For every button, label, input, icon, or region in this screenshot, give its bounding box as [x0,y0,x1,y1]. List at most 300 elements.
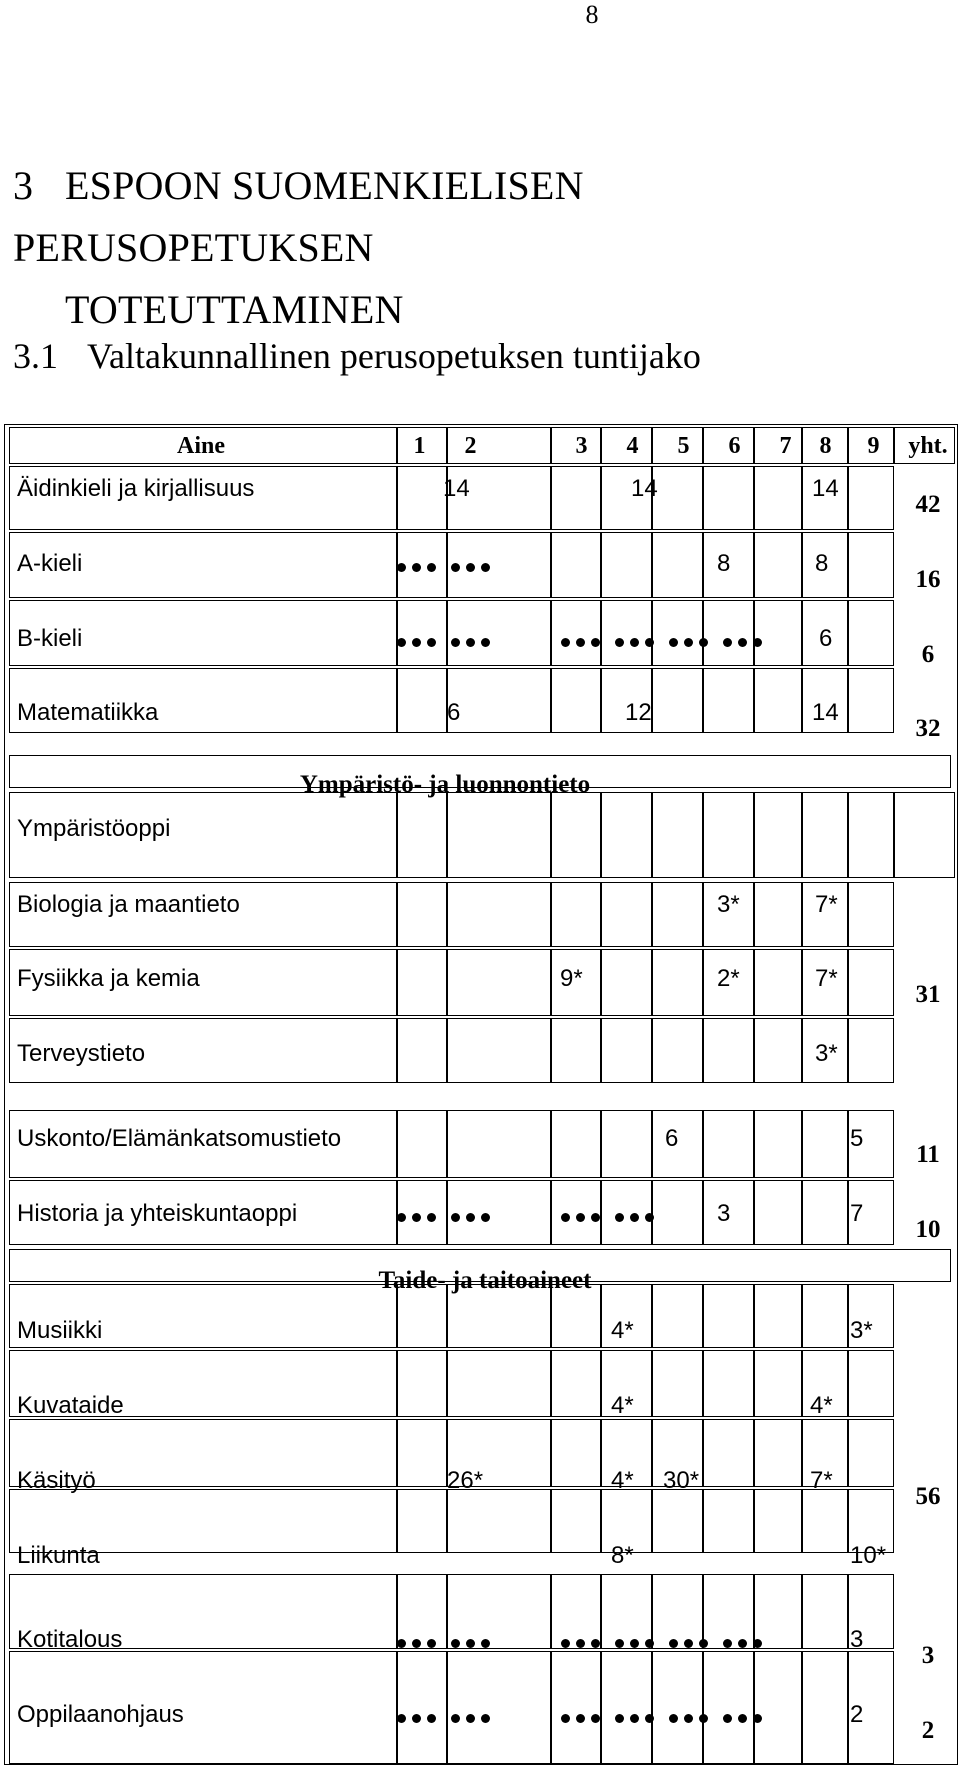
row-kotitalous-grades-7-9: 3 [850,1626,864,1653]
row-historia-grades-5-6: 3 [717,1200,731,1227]
table-cell [848,532,894,598]
table-cell [652,1651,703,1764]
header-grade-5: 5 [677,433,690,459]
bullet-dot [645,1213,654,1222]
table-cell [9,792,397,878]
table-cell [447,1110,551,1178]
table-cell [703,882,754,947]
table-cell [848,1419,894,1487]
table-cell [551,1110,601,1178]
table-cell [9,1489,397,1553]
table-cell [894,792,955,878]
row-kasityo-grades-5-6: 30* [663,1467,700,1494]
table-cell [802,949,848,1016]
bullet-dots-historia-4 [615,1213,657,1223]
chapter-number: 3 [13,163,34,208]
row-aidinkieli-grades-3-6: 14 [631,475,658,502]
table-cell [551,668,601,733]
table-cell [848,882,894,947]
bullet-dots-historia-1 [397,1213,439,1223]
table-cell [754,1284,802,1348]
chapter-heading [13,155,943,341]
bullet-dot [481,1213,490,1222]
table-cell [802,1419,848,1487]
table-cell [754,1489,802,1553]
table-cell [551,600,601,666]
bullet-dot [427,1714,436,1723]
table-cell [802,1284,848,1348]
header-total: yht. [908,433,948,459]
table-cell [652,1018,703,1083]
bullet-dots-bkieli-1 [397,638,439,648]
table-cell [601,1350,652,1417]
table-cell [397,949,447,1016]
row-aidinkieli-grades-1-2: 14 [443,475,470,502]
row-uskonto-label: Uskonto/Elämänkatsomustieto [17,1125,342,1152]
bullet-dot [684,1639,693,1648]
header-grade-7: 7 [779,433,792,459]
bullet-dot [738,1639,747,1648]
bullet-dot [481,1714,490,1723]
row-kasityo-grades-1-2: 26* [447,1467,484,1494]
row-fysiikka-grades-7-9: 7* [815,965,838,992]
bullet-dot [561,1714,570,1723]
table-cell [652,600,703,666]
table-cell [397,1419,447,1487]
header-grade-6: 6 [728,433,741,459]
row-fysiikka-label: Fysiikka ja kemia [17,965,200,992]
bullet-dots-oppilaanohjaus-4 [615,1714,657,1724]
table-cell [447,1489,551,1553]
section-number: 3.1 [13,336,58,376]
table-cell [848,1489,894,1553]
table-cell [802,1180,848,1245]
chapter-title-line2: TOTEUTTAMINEN [65,287,404,332]
bullet-dot [630,1213,639,1222]
table-cell [397,1489,447,1553]
table-cell [652,1110,703,1178]
table-cell [802,668,848,733]
bullet-dot [630,1639,639,1648]
header-subject: Aine [177,433,225,459]
table-cell [397,668,447,733]
row-kuvataide-label: Kuvataide [17,1392,124,1419]
bullet-dot [669,638,678,647]
bullet-dot [466,1714,475,1723]
table-cell [397,466,447,530]
table-cell [9,600,397,666]
bullet-dots-bkieli-5 [669,638,711,648]
row-historia-grades-7-9: 7 [850,1200,864,1227]
table-cell [9,882,397,947]
table-cell [703,668,754,733]
row-biologia-label: Biologia ja maantieto [17,891,240,918]
bullet-dot [645,638,654,647]
bullet-dot [669,1639,678,1648]
table-cell [802,1018,848,1083]
lesson-hours-table [4,424,958,1765]
row-liikunta-label: Liikunta [17,1542,100,1569]
table-cell [397,792,447,878]
row-matematiikka-grades-3-6: 12 [625,699,652,726]
bullet-dot [561,638,570,647]
bullet-dot [738,638,747,647]
table-cell [802,1350,848,1417]
table-cell [447,1419,551,1487]
table-cell [9,1284,397,1348]
table-cell [703,1651,754,1764]
table-cell [9,1651,397,1764]
bullet-dots-bkieli-4 [615,638,657,648]
bullet-dot [481,638,490,647]
table-cell [703,1489,754,1553]
row-aidinkieli-grades-7-9: 14 [812,475,839,502]
bullet-dot [753,638,762,647]
table-cell [703,1110,754,1178]
bullet-dot [412,1714,421,1723]
table-cell [703,792,754,878]
bullet-dots-historia-2 [451,1213,493,1223]
table-cell [848,1350,894,1417]
table-cell [551,882,601,947]
table-cell [703,1419,754,1487]
bullet-dot [427,1213,436,1222]
row-oppilaanohjaus-total: 2 [921,1717,935,1744]
table-cell [397,427,447,464]
bullet-dot [466,1639,475,1648]
bullet-dots-bkieli-2 [451,638,493,648]
arts-total: 56 [915,1483,941,1510]
row-terveystieto-grades-7-9: 3* [815,1040,838,1067]
bullet-dot [615,1213,624,1222]
table-cell [447,949,551,1016]
row-kotitalous-total: 3 [921,1642,935,1669]
table-cell [9,668,397,733]
bullet-dot [699,638,708,647]
table-cell [652,466,703,530]
row-uskonto-grades-6-9: 5 [850,1125,864,1152]
row-musiikki-label: Musiikki [17,1317,103,1344]
table-cell [848,427,894,464]
table-cell [601,1489,652,1553]
bullet-dots-kotitalous-3 [561,1639,603,1649]
table-cell [447,466,551,530]
table-cell [802,466,848,530]
bullet-dot [630,638,639,647]
table-cell [754,1350,802,1417]
bullet-dot [561,1213,570,1222]
row-biologia-grades-5-6: 3* [717,891,740,918]
table-cell [703,1574,754,1649]
table-cell [754,466,802,530]
bullet-dot [753,1639,762,1648]
row-bkieli-grades-7-9: 6 [819,625,833,652]
table-cell [9,949,397,1016]
table-cell [754,600,802,666]
table-cell [754,1574,802,1649]
table-cell [703,1350,754,1417]
table-cell [601,1110,652,1178]
bullet-dot [645,1714,654,1723]
table-cell [754,668,802,733]
bullet-dot [615,1714,624,1723]
bullet-dot [615,1639,624,1648]
bullet-dot [412,1639,421,1648]
table-cell [802,427,848,464]
table-cell [754,1018,802,1083]
header-grade-1: 1 [413,433,426,459]
table-cell [447,1284,551,1348]
bullet-dot [684,1714,693,1723]
table-cell [652,1180,703,1245]
table-cell [848,466,894,530]
bullet-dot [576,638,585,647]
table-cell [848,949,894,1016]
bullet-dot [576,1639,585,1648]
table-cell [551,1284,601,1348]
row-matematiikka-grades-1-2: 6 [447,699,461,726]
bullet-dots-oppilaanohjaus-6 [723,1714,765,1724]
bullet-dot [723,638,732,647]
table-cell [551,1651,601,1764]
table-cell [447,792,551,878]
table-cell [551,1574,601,1649]
bullet-dots-kotitalous-4 [615,1639,657,1649]
row-akieli-grades-3-6: 8 [717,550,731,577]
table-cell [652,668,703,733]
bullet-dot [427,1639,436,1648]
row-aidinkieli-total: 42 [915,491,941,518]
row-akieli-total: 16 [915,566,941,593]
table-cell [848,1284,894,1348]
bullet-dots-kotitalous-1 [397,1639,439,1649]
table-cell [754,1419,802,1487]
bullet-dot [630,1714,639,1723]
row-matematiikka-total: 32 [915,715,941,742]
bullet-dot [466,563,475,572]
table-cell [601,949,652,1016]
bullet-dot [738,1714,747,1723]
bullet-dot [397,563,406,572]
bullet-dot [615,638,624,647]
bullet-dot [669,1714,678,1723]
bullet-dots-bkieli-6 [723,638,765,648]
table-cell [754,1651,802,1764]
table-cell [802,532,848,598]
table-cell [9,1574,397,1649]
table-cell [848,1574,894,1649]
bullet-dot [451,1639,460,1648]
table-cell [652,882,703,947]
bullet-dot [576,1714,585,1723]
table-cell [447,1018,551,1083]
table-cell [551,1419,601,1487]
table-cell [703,1180,754,1245]
table-cell [652,1489,703,1553]
row-bkieli-label: B-kieli [17,625,83,652]
table-cell [397,600,447,666]
table-cell [652,1284,703,1348]
bullet-dot [591,1714,600,1723]
bullet-dots-oppilaanohjaus-3 [561,1714,603,1724]
table-cell [397,1110,447,1178]
row-kotitalous-label: Kotitalous [17,1626,123,1653]
table-cell [652,949,703,1016]
table-cell [601,1419,652,1487]
row-kuvataide-grades-5-9: 4* [810,1392,833,1419]
row-liikunta-grades-1-4: 8* [611,1542,634,1569]
table-cell [703,1018,754,1083]
row-oppilaanohjaus-grades-7-9: 2 [850,1701,864,1728]
table-cell [848,600,894,666]
bullet-dot [412,563,421,572]
table-cell [551,427,601,464]
table-cell [9,1180,397,1245]
bullet-dot [723,1714,732,1723]
science-total: 31 [915,981,941,1008]
table-cell [802,792,848,878]
row-kasityo-grades-3-4: 4* [611,1467,634,1494]
row-bkieli-total: 6 [921,641,935,668]
bullet-dot [397,1639,406,1648]
table-cell [9,1419,397,1487]
bullet-dot [451,638,460,647]
row-musiikki-grades-5-9: 3* [850,1317,873,1344]
table-cell [754,792,802,878]
table-cell [703,600,754,666]
table-cell [652,1350,703,1417]
table-cell [397,1350,447,1417]
section-title: Valtakunnallinen perusopetuksen tuntijako [87,336,701,376]
row-fysiikka-grades-1-4: 9* [560,965,583,992]
table-cell [447,882,551,947]
row-kuvataide-grades-1-4: 4* [611,1392,634,1419]
table-cell [601,600,652,666]
table-cell [652,1574,703,1649]
table-cell [652,532,703,598]
table-cell [551,792,601,878]
table-cell [601,1284,652,1348]
bullet-dot [699,1639,708,1648]
table-cell [551,466,601,530]
bullet-dot [451,1213,460,1222]
table-cell [9,1018,397,1083]
bullet-dots-kotitalous-5 [669,1639,711,1649]
bullet-dots-bkieli-3 [561,638,603,648]
row-akieli-grades-7-9: 8 [815,550,829,577]
bullet-dot [412,1213,421,1222]
page-number: 8 [585,0,599,29]
row-biologia-grades-7-9: 7* [815,891,838,918]
table-cell [9,1110,397,1178]
table-cell [703,532,754,598]
bullet-dot [451,563,460,572]
table-cell [652,427,703,464]
table-cell [754,1110,802,1178]
table-cell [9,466,397,530]
table-cell [601,1574,652,1649]
table-cell [652,792,703,878]
row-kasityo-label: Käsityö [17,1467,96,1494]
section-taide-taitoaineet: Taide- ja taitoaineet [378,1267,592,1294]
table-cell [703,427,754,464]
header-grade-9: 9 [867,433,880,459]
table-cell [397,1284,447,1348]
table-cell [802,600,848,666]
row-musiikki-grades-1-4: 4* [611,1317,634,1344]
table-cell [551,949,601,1016]
table-cell [848,792,894,878]
header-grade-2: 2 [464,433,477,459]
row-uskonto-total: 11 [916,1141,940,1168]
bullet-dots-oppilaanohjaus-1 [397,1714,439,1724]
table-cell [848,1018,894,1083]
bullet-dot [481,1639,490,1648]
row-ymparistooppi-label: Ympäristöoppi [17,815,171,842]
section-heading [13,334,943,378]
table-cell [447,668,551,733]
table-cell [9,1350,397,1417]
bullet-dots-oppilaanohjaus-2 [451,1714,493,1724]
table-cell [397,1574,447,1649]
header-grade-8: 8 [819,433,832,459]
table-cell [848,1651,894,1764]
bullet-dot [466,1213,475,1222]
bullet-dots-historia-3 [561,1213,603,1223]
table-cell [652,1419,703,1487]
table-cell [447,1350,551,1417]
table-cell [848,668,894,733]
section-header-cell [9,755,951,788]
bullet-dot [723,1639,732,1648]
table-cell [9,532,397,598]
bullet-dots-akieli-2 [451,563,493,573]
table-cell [601,532,652,598]
table-cell [894,427,955,464]
row-historia-label: Historia ja yhteiskuntaoppi [17,1200,298,1227]
bullet-dot [481,563,490,572]
section-ymparisto-luonnontieto: Ympäristö- ja luonnontieto [299,771,591,798]
table-cell [551,1350,601,1417]
table-cell [447,600,551,666]
table-cell [397,1651,447,1764]
row-uskonto-grades-1-5: 6 [665,1125,679,1152]
bullet-dots-kotitalous-2 [451,1639,493,1649]
table-cell [754,949,802,1016]
table-cell [9,427,397,464]
table-cell [754,882,802,947]
table-cell [551,1489,601,1553]
bullet-dot [576,1213,585,1222]
bullet-dot [591,1639,600,1648]
row-terveystieto-label: Terveystieto [17,1040,146,1067]
table-cell [601,1018,652,1083]
bullet-dots-oppilaanohjaus-5 [669,1714,711,1724]
row-aidinkieli-label: Äidinkieli ja kirjallisuus [17,475,255,502]
bullet-dot [412,638,421,647]
bullet-dot [397,638,406,647]
bullet-dot [561,1639,570,1648]
bullet-dot [397,1213,406,1222]
chapter-title-line1: ESPOON SUOMENKIELISEN PERUSOPETUKSEN [13,163,584,270]
table-cell [703,466,754,530]
row-oppilaanohjaus-label: Oppilaanohjaus [17,1701,184,1728]
section-header-cell [9,1249,951,1282]
table-cell [551,532,601,598]
table-cell [397,1018,447,1083]
table-cell [754,532,802,598]
row-matematiikka-grades-7-9: 14 [812,699,839,726]
